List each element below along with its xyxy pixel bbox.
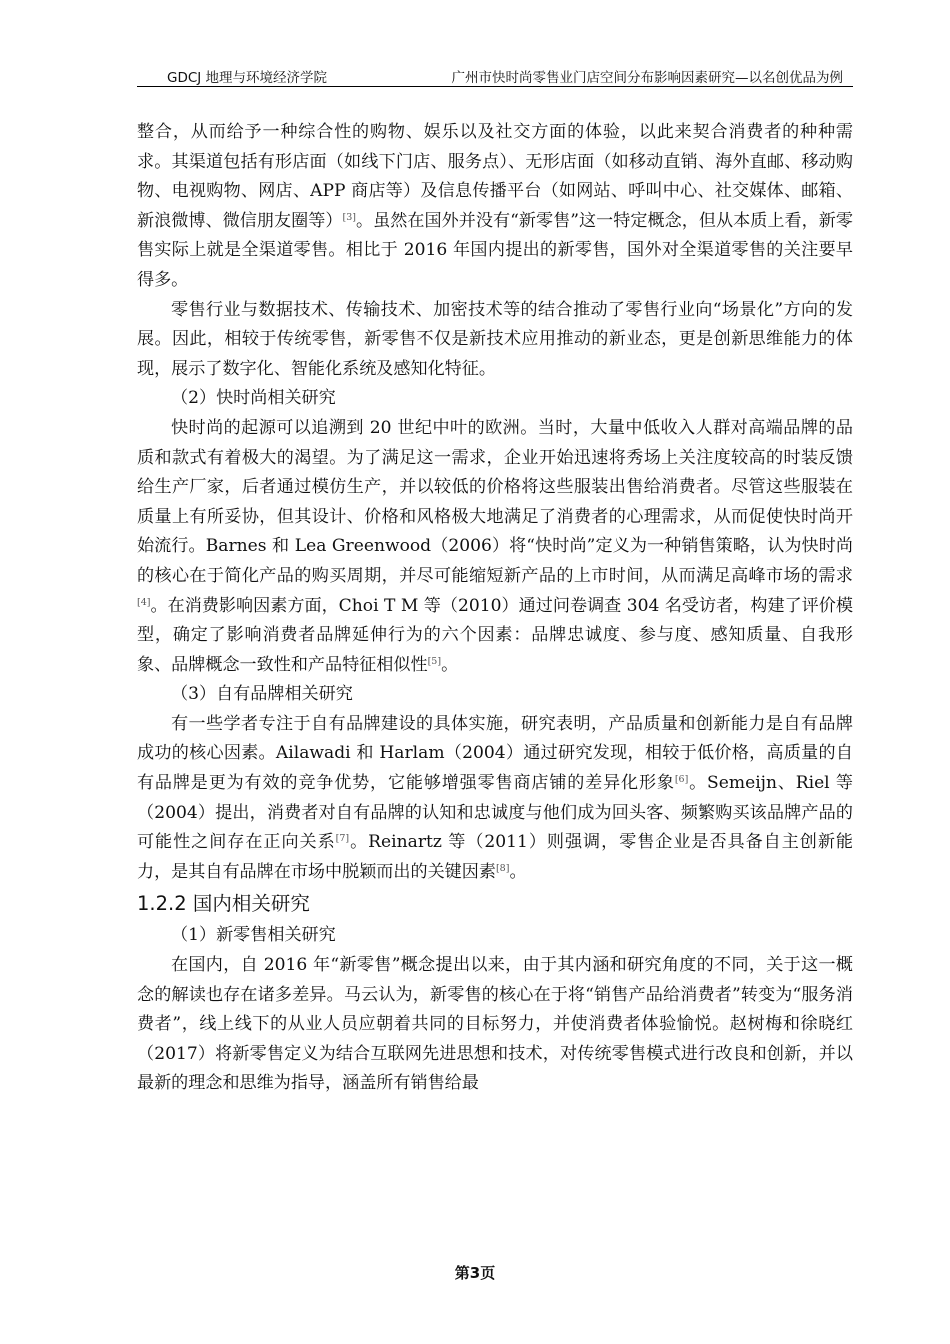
citation-7: [7] xyxy=(335,833,350,845)
citation-3: [3] xyxy=(342,211,356,223)
header-thesis-title: 广州市快时尚零售业门店空间分布影响因素研究—以名创优品为例 xyxy=(451,70,843,86)
running-header xyxy=(137,64,853,87)
citation-5: [5] xyxy=(427,655,442,667)
header-school: GDCJ 地理与环境经济学院 xyxy=(167,70,328,86)
subheading-new-retail: （1）新零售相关研究 xyxy=(171,925,336,946)
page-number: 第3页 xyxy=(454,1264,496,1282)
page-body xyxy=(137,118,853,1099)
citation-6: [6] xyxy=(674,774,689,786)
paragraph-fast-fashion: 快时尚的起源可以追溯到 20 世纪中叶的欧洲。当时，大量中低收入人群对高端品牌的品质和款式有着极大的渴望。为了满足这一需求，企业开始迅速将秀场上关注度较高的时装反馈给生产厂家，后者通过模仿生产，并以较低的价格将这些服装出售给消费者。尽管这些服装在质量上有所妥协，但其设计、价格和风格极大地满足了消费者的心理需求，从而促使快时尚开始流行。Barnes 和 Lea Greenwood（2006）将“快时尚”定义为一种销售策略，认为快时尚的核心在于简化产品的购买周期，并尽可能缩短新产品的上市时间，从而满足高峰市场的需求[4]。在消费影响因素方面，Choi T M 等（2010）通过问卷调查 304 名受访者，构建了评价模型，确定了影响消费者品牌延伸行为的六个因素：品牌忠诚度、参与度、感知质量、自我形象、品牌概念一致性和产品特征相似性[5]。 xyxy=(137,417,853,675)
paragraph-domestic-new-retail: 在国内，自 2016 年“新零售”概念提出以来，由于其内涵和研究角度的不同，关于这一概念的解读也存在诸多差异。马云认为，新零售的核心在于将“销售产品给消费者”转变为“服务消费者”，线上线下的从业人员应朝着共同的目标努力，并使消费者体验愉悦。赵树梅和徐晓红（2017）将新零售定义为结合互联网先进思想和技术，对传统零售模式进行改良和创新，并以最新的理念和思维为指导，涵盖所有销售给最 xyxy=(137,955,853,1094)
subheading-private-brand: （3）自有品牌相关研究 xyxy=(171,684,353,705)
citation-8: [8] xyxy=(495,862,510,874)
subheading-fast-fashion: （2）快时尚相关研究 xyxy=(171,388,336,409)
paragraph-scenario: 零售行业与数据技术、传输技术、加密技术等的结合推动了零售行业向“场景化”方向的发展。因此，相较于传统零售，新零售不仅是新技术应用推动的新业态，更是创新思维能力的体现，展示了数字化、智能化系统及感知化特征。 xyxy=(137,299,853,379)
citation-4: [4] xyxy=(137,596,151,608)
section-heading-domestic: 1.2.2 国内相关研究 xyxy=(137,892,310,916)
paragraph-omnichannel: 整合，从而给予一种综合性的购物、娱乐以及社交方面的体验，以此来契合消费者的种种需求。其渠道包括有形店面（如线下门店、服务点）、无形店面（如移动直销、海外直邮、移动购物、电视购物、网店、APP 商店等）及信息传播平台（如网站、呼叫中心、社交媒体、邮箱、新浪微博、微信朋友圈等）[3]。虽然在国外并没有“新零售”这一特定概念，但从本质上看，新零售实际上就是全渠道零售。相比于 2016 年国内提出的新零售，国外对全渠道零售的关注要早得多。 xyxy=(137,122,853,290)
paragraph-private-brand: 有一些学者专注于自有品牌建设的具体实施，研究表明，产品质量和创新能力是自有品牌成功的核心因素。Ailawadi 和 Harlam（2004）通过研究发现，相较于低价格，高质量的自有品牌是更为有效的竞争优势，它能够增强零售商店铺的差异化形象[6]。Semeijn、Riel 等（2004）提出，消费者对自有品牌的认知和忠诚度与他们成为回头客、频繁购买该品牌产品的可能性之间存在正向关系[7]。Reinartz 等（2011）则强调，零售企业是否具备自主创新能力，是其自有品牌在市场中脱颖而出的关键因素[8]。 xyxy=(137,713,854,882)
